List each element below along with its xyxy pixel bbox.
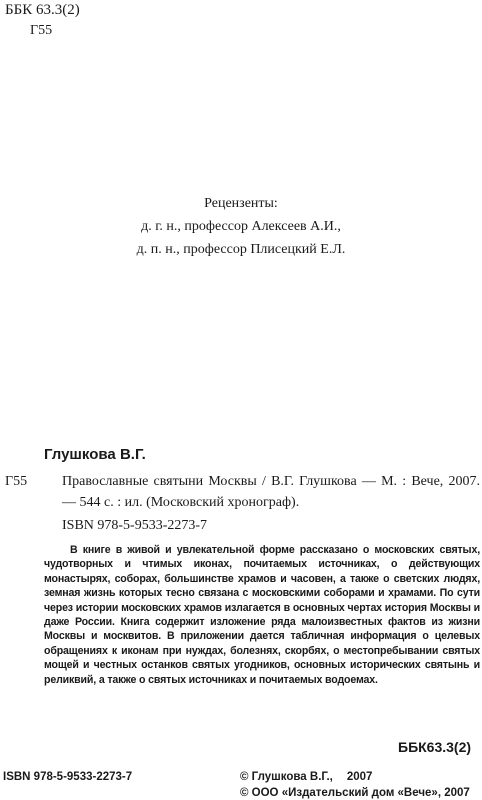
bibliographic-description: Православные святыни Москвы / В.Г. Глушкова — М. : Вече, 2007. — 544 с. : ил. (Московский хронограф). [62, 474, 480, 510]
annotation-paragraph: В книге в живой и увлекательной форме рассказано о московских святых, чудотворных и чтимых иконах, почитаемых источниках, о действующих монастырях, соборах, большинстве храмов и часовен, а также о светских людях, земная жизнь которых тесно связана с московскими соборами и храмами. По сути через истории московских храмов излагается в основных чертах история Москвы и даже России. Книга содержит изложение ряда малоизвестных фактов из жизни Москвы и москвитов. В приложении дается табличная информация о целевых обращениях к иконам при нуждах, болезнях, скорбях, о местопребывании святых мощей и честных останков святых угодников, основных исторических святынь и реликвий, а также о святых источниках и почитаемых водоемах. [44, 544, 480, 686]
reviewer-line-1: д. г. н., профессор Алексеев А.И., [141, 219, 341, 234]
copyright-publisher: © ООО «Издательский дом «Вече», 2007 [240, 787, 470, 799]
reviewer-line-2: д. п. н., профессор Плисецкий Е.Л. [136, 242, 346, 257]
isbn-record: ISBN 978-5-9533-2273-7 [62, 518, 208, 533]
author-mark: Г55 [5, 474, 28, 489]
copyright-author-year: 2007 [346, 771, 373, 783]
reviewers-block [0, 192, 482, 261]
author-name: Глушкова В.Г. [44, 446, 146, 463]
isbn-footer: ISBN 978-5-9533-2273-7 [3, 771, 133, 783]
bbk-code-bottom: ББК63.3(2) [398, 739, 472, 755]
copyright-author-name: © Глушкова В.Г., [240, 771, 333, 783]
author-mark-top: Г55 [30, 23, 53, 38]
bbk-code-top: ББК 63.3(2) [5, 2, 80, 18]
reviewers-heading: Рецензенты: [204, 196, 278, 211]
copyright-author [240, 770, 372, 784]
